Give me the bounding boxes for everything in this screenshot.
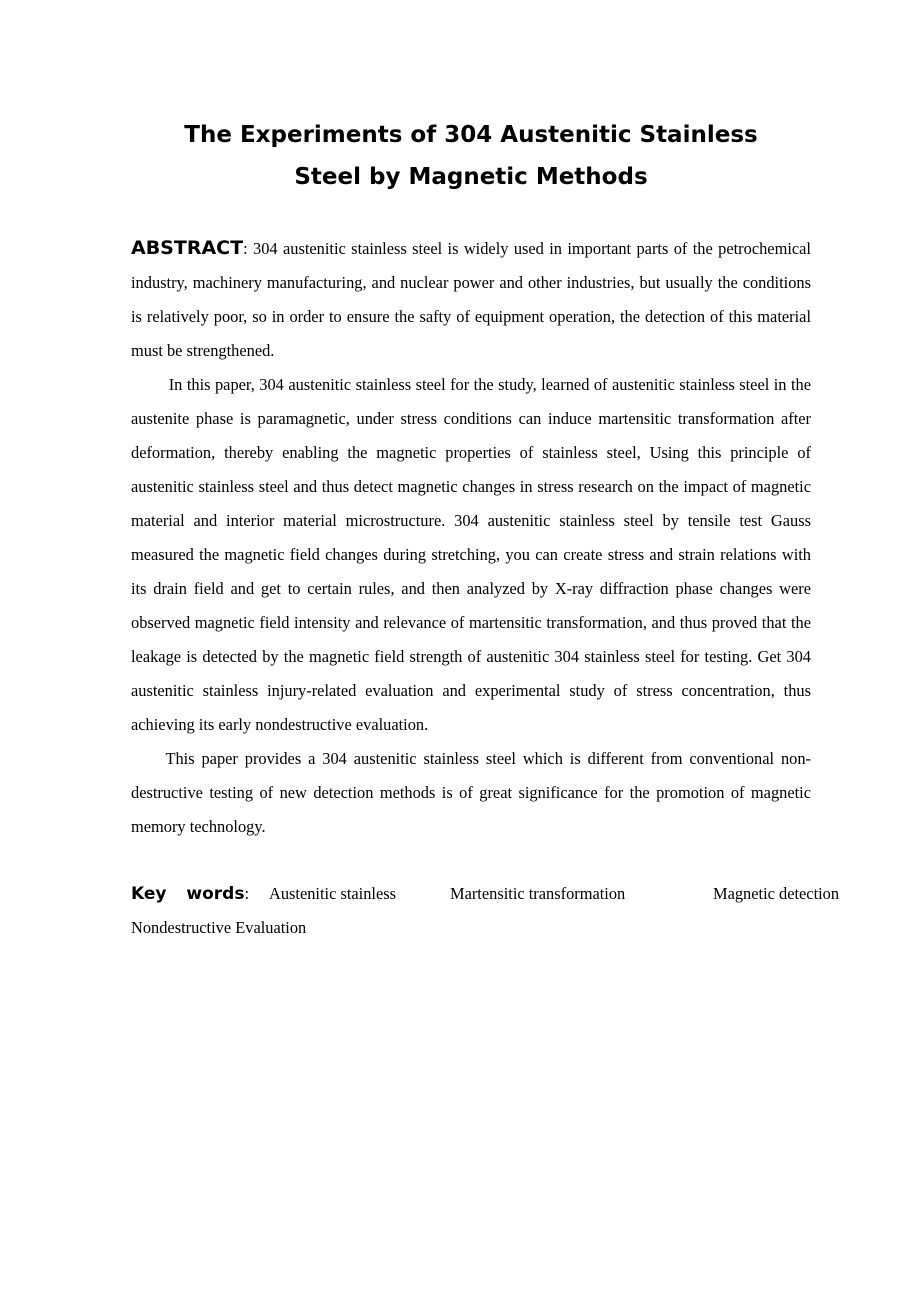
keywords-heading <box>131 877 249 911</box>
keywords-section <box>131 877 871 945</box>
title-line-1: The Experiments of 304 Austenitic Stainless <box>184 122 758 148</box>
abstract-paragraph-2: In this paper, 304 austenitic stainless steel for the study, learned of austenitic stainless steel in the austenite phase is paramagnetic, under stress conditions can induce martensitic transformation after deformation, thereby enabling the magnetic properties of stainless steel, Using this principle of austenitic stainless steel and thus detect magnetic changes in stress research on the impact of magnetic material and interior material microstructure. 304 austenitic stainless steel by tensile test Gauss measured the magnetic field changes during stretching, you can create stress and strain relations with its drain field and get to certain rules, and then analyzed by X-ray diffraction phase changes were observed magnetic field intensity and relevance of martensitic transformation, and thus proved that the leakage is detected by the magnetic field strength of austenitic 304 stainless steel for testing. Get 304 austenitic stainless injury-related evaluation and experimental study of stress concentration, thus achieving its early nondestructive evaluation. <box>131 375 811 734</box>
keywords-separator: : <box>244 884 250 903</box>
keywords-line-1 <box>131 877 871 911</box>
keyword-item: Martensitic transformation <box>450 884 626 903</box>
abstract-paragraph-3: This paper provides a 304 austenitic stainless steel which is different from conventional non-destructive testing of new detection methods is of great significance for the promotion of magnetic memory technology. <box>131 749 811 836</box>
keywords-label: Key words <box>131 884 245 904</box>
abstract-label: ABSTRACT <box>131 237 244 259</box>
abstract-separator: : <box>243 239 248 258</box>
paper-title <box>100 114 842 198</box>
abstract-text-1: 304 austenitic stainless steel is widely used in important parts of the petrochemical industry, machinery manufacturing, and nuclear power and other industries, but usually the conditions is relatively poor, so in order to ensure the safty of equipment operation, the detection of this material must be strengthened. <box>131 239 811 360</box>
keyword-item: Nondestructive Evaluation <box>131 918 307 937</box>
keywords-line-2 <box>131 911 871 945</box>
keyword-item: Magnetic detection <box>713 884 840 903</box>
keyword-item: Austenitic stainless <box>269 884 397 903</box>
abstract-section <box>131 231 811 844</box>
title-line-2: Steel by Magnetic Methods <box>294 164 648 190</box>
abstract-paragraph-1 <box>131 231 811 368</box>
